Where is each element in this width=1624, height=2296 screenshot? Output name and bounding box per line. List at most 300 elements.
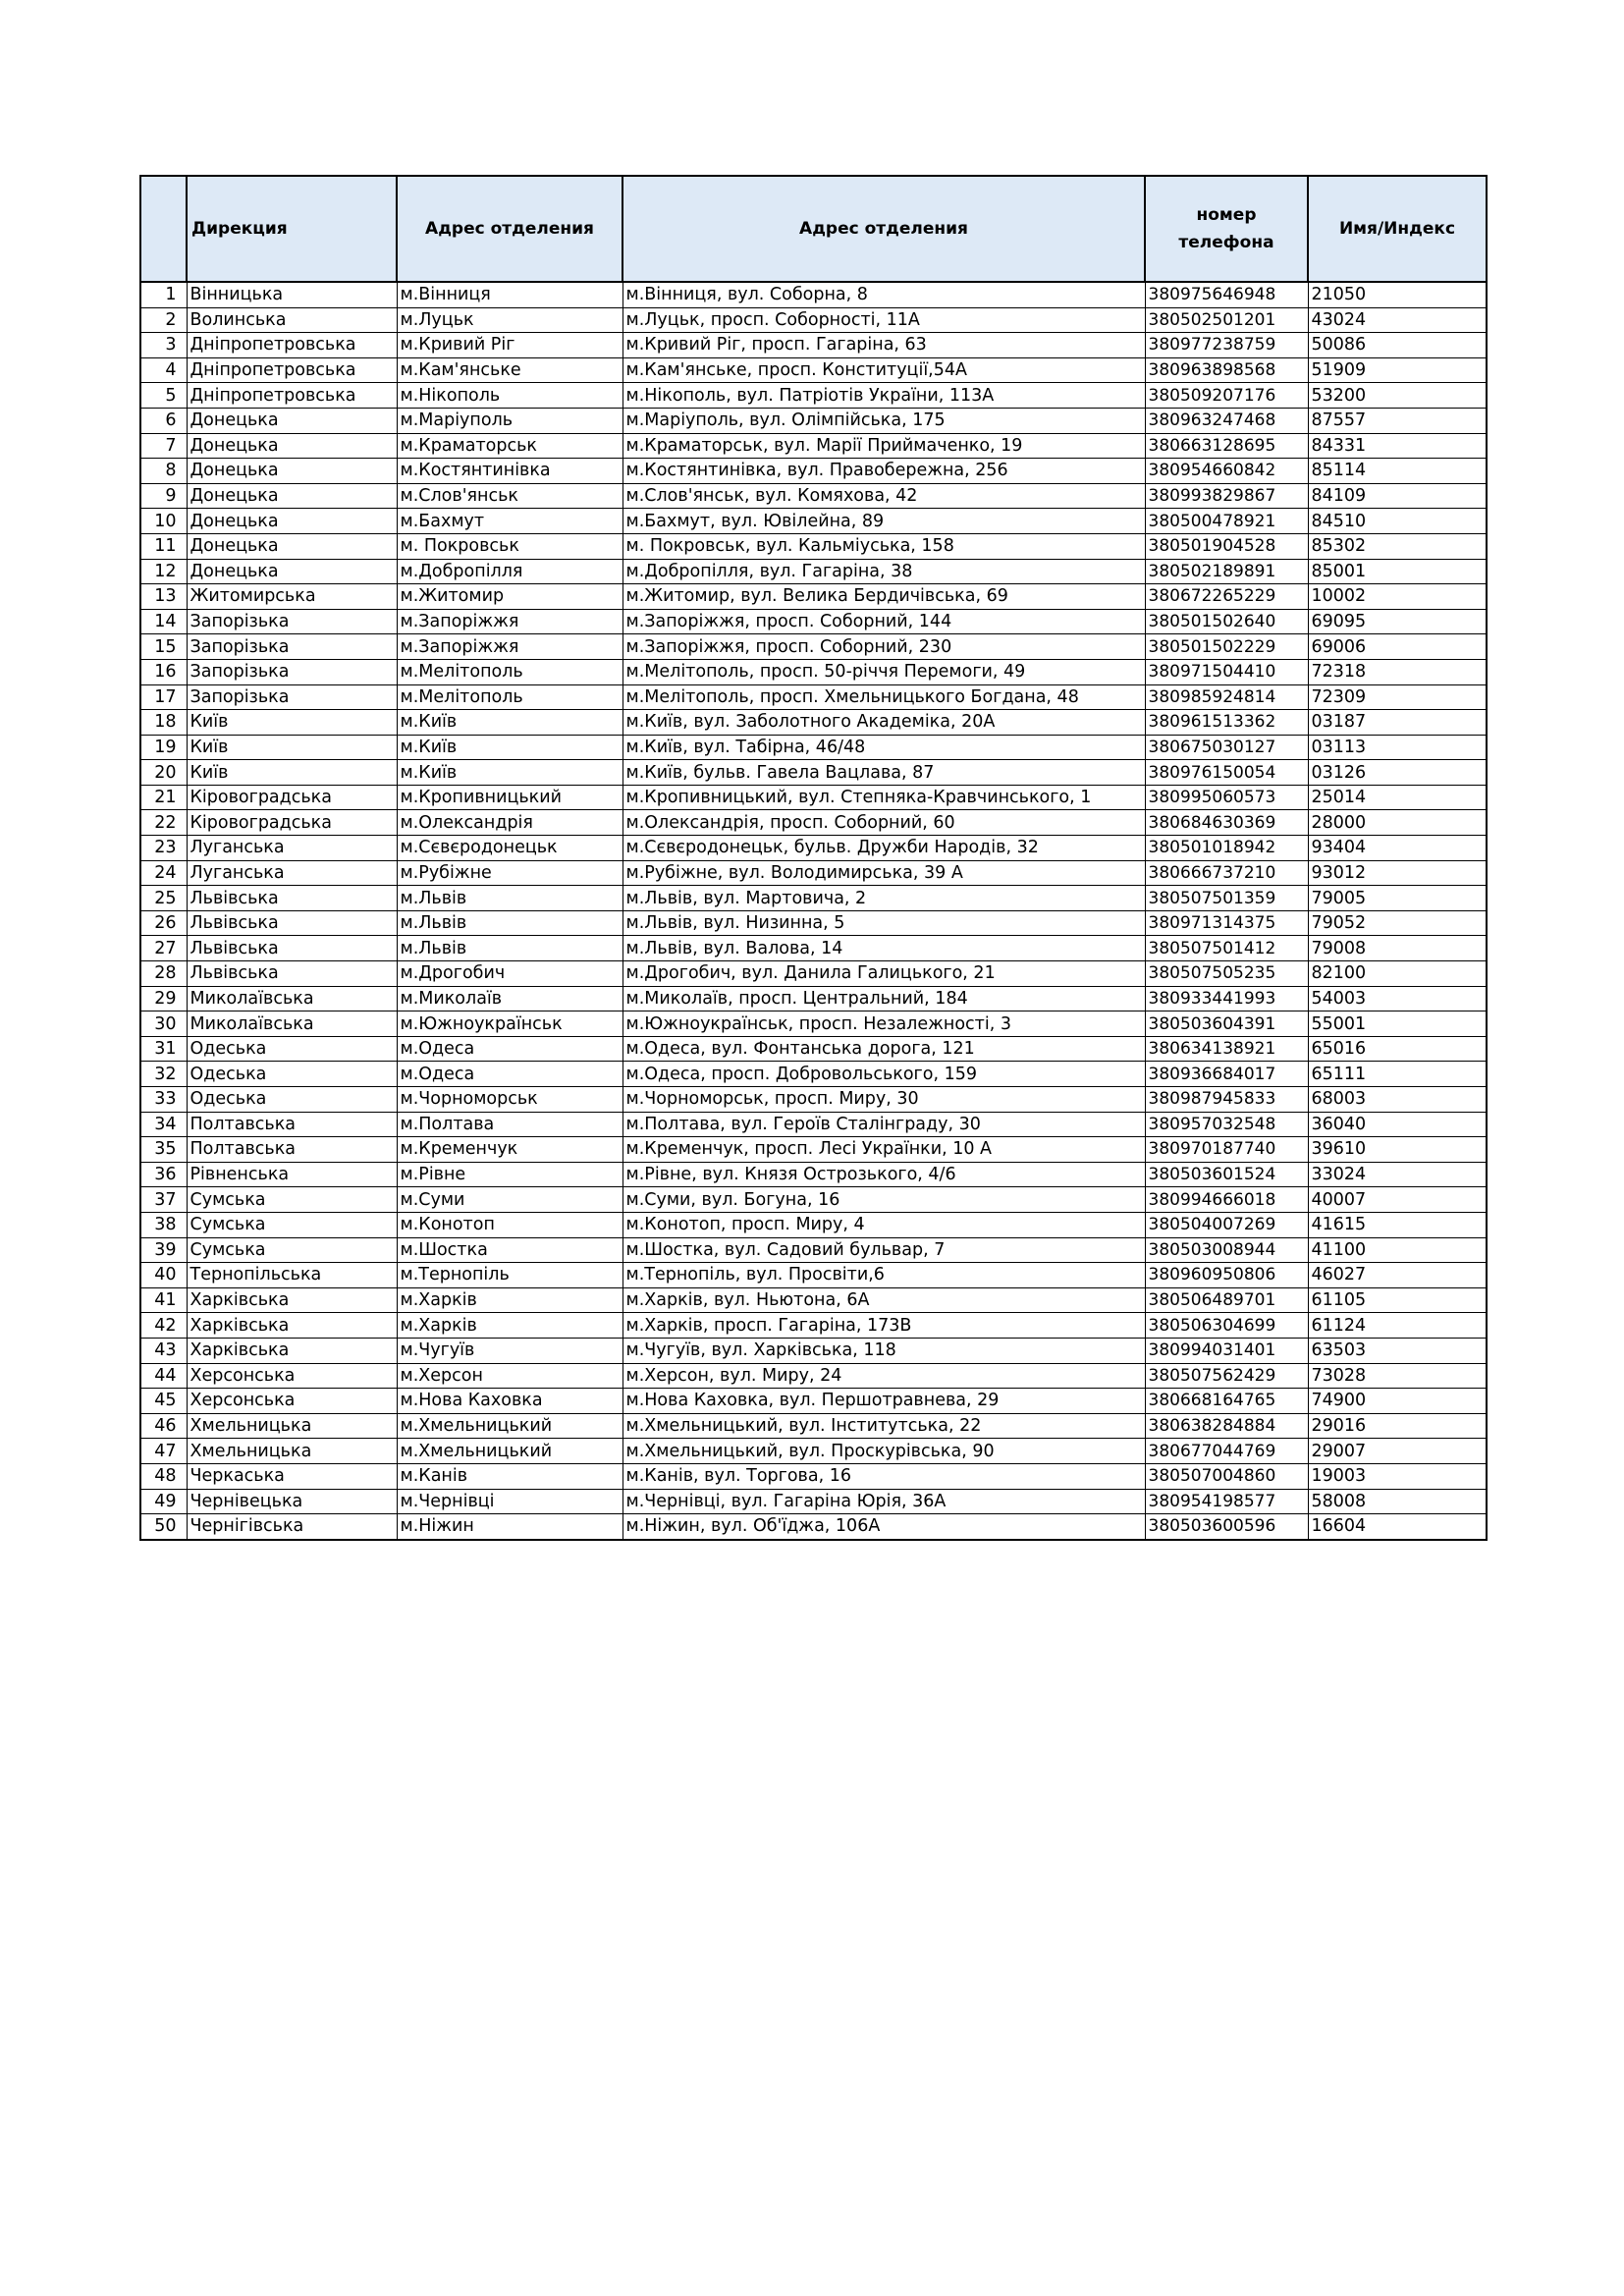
row-city: м.Олександрія [397, 810, 623, 836]
row-direction: Луганська [187, 860, 397, 886]
table-row [140, 1062, 1487, 1087]
row-number: 22 [140, 810, 187, 836]
row-direction: Херсонська [187, 1363, 397, 1389]
row-address: м.Тернопіль, вул. Просвіти,6 [623, 1263, 1145, 1288]
table-row [140, 1363, 1487, 1389]
row-city: м.Нікополь [397, 383, 623, 409]
row-direction: Сумська [187, 1212, 397, 1237]
row-address: м.Дрогобич, вул. Данила Галицького, 21 [623, 961, 1145, 987]
row-address: м.Конотоп, просп. Миру, 4 [623, 1212, 1145, 1237]
row-direction: Львівська [187, 936, 397, 961]
row-index: 73028 [1308, 1363, 1487, 1389]
row-phone: 380504007269 [1145, 1212, 1308, 1237]
row-address: м.Шостка, вул. Садовий бульвар, 7 [623, 1237, 1145, 1263]
row-index: 63503 [1308, 1338, 1487, 1363]
row-phone: 380501502640 [1145, 609, 1308, 634]
table-row [140, 986, 1487, 1011]
row-direction: Одеська [187, 1062, 397, 1087]
row-direction: Донецька [187, 459, 397, 484]
row-city: м.Краматорськ [397, 433, 623, 459]
row-number: 25 [140, 886, 187, 911]
row-address: м.Рубіжне, вул. Володимирська, 39 А [623, 860, 1145, 886]
row-direction: Сумська [187, 1187, 397, 1213]
table-row [140, 509, 1487, 534]
row-address: м.Київ, вул. Заболотного Академіка, 20А [623, 710, 1145, 736]
row-direction: Донецька [187, 509, 397, 534]
row-phone: 380666737210 [1145, 860, 1308, 886]
row-direction: Миколаївська [187, 1011, 397, 1037]
row-number: 7 [140, 433, 187, 459]
row-number: 38 [140, 1212, 187, 1237]
table-row [140, 1338, 1487, 1363]
row-address: м.Чорноморськ, просп. Миру, 30 [623, 1087, 1145, 1113]
row-phone: 380506489701 [1145, 1287, 1308, 1313]
row-number: 46 [140, 1413, 187, 1439]
row-number: 18 [140, 710, 187, 736]
row-address: м. Покровськ, вул. Кальміуська, 158 [623, 533, 1145, 559]
row-direction: Житомирська [187, 584, 397, 610]
row-phone: 380503604391 [1145, 1011, 1308, 1037]
row-phone: 380994666018 [1145, 1187, 1308, 1213]
row-index: 79005 [1308, 886, 1487, 911]
row-direction: Львівська [187, 886, 397, 911]
row-address: м.Кам'янське, просп. Конституції,54А [623, 357, 1145, 383]
row-direction: Запорізька [187, 684, 397, 710]
row-city: м.Запоріжжя [397, 609, 623, 634]
row-city: м.Київ [397, 710, 623, 736]
table-row [140, 836, 1487, 861]
row-number: 3 [140, 333, 187, 358]
row-city: м.Луцьк [397, 307, 623, 333]
table-body [140, 282, 1487, 1540]
row-phone: 380995060573 [1145, 785, 1308, 810]
row-phone: 380954198577 [1145, 1489, 1308, 1514]
row-index: 54003 [1308, 986, 1487, 1011]
table-row [140, 936, 1487, 961]
row-city: м.Рубіжне [397, 860, 623, 886]
row-phone: 380502501201 [1145, 307, 1308, 333]
row-number: 44 [140, 1363, 187, 1389]
row-phone: 380672265229 [1145, 584, 1308, 610]
row-phone: 380663128695 [1145, 433, 1308, 459]
row-number: 48 [140, 1463, 187, 1489]
row-number: 36 [140, 1162, 187, 1187]
row-address: м.Запоріжжя, просп. Соборний, 230 [623, 634, 1145, 660]
row-direction: Хмельницька [187, 1439, 397, 1464]
table-row [140, 1463, 1487, 1489]
row-address: м.Запоріжжя, просп. Соборний, 144 [623, 609, 1145, 634]
row-address: м.Вінниця, вул. Соборна, 8 [623, 282, 1145, 307]
row-direction: Одеська [187, 1036, 397, 1062]
row-index: 79008 [1308, 936, 1487, 961]
row-number: 50 [140, 1514, 187, 1540]
row-direction: Сумська [187, 1237, 397, 1263]
table-row [140, 1489, 1487, 1514]
table-row [140, 1439, 1487, 1464]
row-index: 85302 [1308, 533, 1487, 559]
row-direction: Херсонська [187, 1389, 397, 1414]
row-number: 39 [140, 1237, 187, 1263]
row-address: м.Ніжин, вул. Об'їджа, 106А [623, 1514, 1145, 1540]
row-number: 30 [140, 1011, 187, 1037]
row-city: м.Харків [397, 1313, 623, 1339]
row-number: 26 [140, 910, 187, 936]
row-city: м.Мелітополь [397, 659, 623, 684]
row-index: 46027 [1308, 1263, 1487, 1288]
row-city: м.Конотоп [397, 1212, 623, 1237]
row-address: м.Рівне, вул. Князя Острозького, 4/6 [623, 1162, 1145, 1187]
row-index: 41100 [1308, 1237, 1487, 1263]
row-direction: Київ [187, 760, 397, 786]
row-address: м.Одеса, вул. Фонтанська дорога, 121 [623, 1036, 1145, 1062]
row-phone: 380501904528 [1145, 533, 1308, 559]
row-phone: 380985924814 [1145, 684, 1308, 710]
row-direction: Полтавська [187, 1112, 397, 1137]
row-index: 82100 [1308, 961, 1487, 987]
table-row [140, 1212, 1487, 1237]
row-address: м.Житомир, вул. Велика Бердичівська, 69 [623, 584, 1145, 610]
row-address: м.Миколаїв, просп. Центральний, 184 [623, 986, 1145, 1011]
row-city: м.Кам'янське [397, 357, 623, 383]
row-address: м.Чернівці, вул. Гагаріна Юрія, 36А [623, 1489, 1145, 1514]
row-index: 19003 [1308, 1463, 1487, 1489]
table-row [140, 333, 1487, 358]
row-address: м.Одеса, просп. Добровольського, 159 [623, 1062, 1145, 1087]
row-direction: Львівська [187, 961, 397, 987]
table-row [140, 533, 1487, 559]
row-index: 69095 [1308, 609, 1487, 634]
row-index: 68003 [1308, 1087, 1487, 1113]
row-address: м.Харків, вул. Ньютона, 6А [623, 1287, 1145, 1313]
row-address: м.Южноукраїнськ, просп. Незалежності, 3 [623, 1011, 1145, 1037]
row-index: 03126 [1308, 760, 1487, 786]
table-row [140, 1162, 1487, 1187]
row-city: м.Суми [397, 1187, 623, 1213]
header-direction: Дирекция [187, 176, 397, 282]
row-address: м.Київ, вул. Табірна, 46/48 [623, 735, 1145, 760]
row-phone: 380963247468 [1145, 408, 1308, 433]
row-index: 36040 [1308, 1112, 1487, 1137]
row-number: 34 [140, 1112, 187, 1137]
row-number: 23 [140, 836, 187, 861]
row-number: 43 [140, 1338, 187, 1363]
row-number: 1 [140, 282, 187, 307]
row-address: м.Добропілля, вул. Гагаріна, 38 [623, 559, 1145, 584]
table-row [140, 910, 1487, 936]
row-address: м.Нова Каховка, вул. Першотравнева, 29 [623, 1389, 1145, 1414]
row-phone: 380507004860 [1145, 1463, 1308, 1489]
row-city: м.Южноукраїнськ [397, 1011, 623, 1037]
row-index: 85001 [1308, 559, 1487, 584]
row-direction: Дніпропетровська [187, 383, 397, 409]
row-number: 17 [140, 684, 187, 710]
row-index: 16604 [1308, 1514, 1487, 1540]
row-number: 16 [140, 659, 187, 684]
row-city: м.Київ [397, 735, 623, 760]
row-city: м.Київ [397, 760, 623, 786]
row-index: 65016 [1308, 1036, 1487, 1062]
row-number: 35 [140, 1137, 187, 1163]
table-row [140, 383, 1487, 409]
row-number: 29 [140, 986, 187, 1011]
row-index: 93012 [1308, 860, 1487, 886]
row-address: м.Нікополь, вул. Патріотів України, 113А [623, 383, 1145, 409]
row-phone: 380976150054 [1145, 760, 1308, 786]
table-row [140, 735, 1487, 760]
row-direction: Запорізька [187, 609, 397, 634]
row-city: м.Чернівці [397, 1489, 623, 1514]
row-phone: 380971314375 [1145, 910, 1308, 936]
table-row [140, 282, 1487, 307]
row-address: м.Харків, просп. Гагаріна, 173В [623, 1313, 1145, 1339]
row-city: м.Канів [397, 1463, 623, 1489]
row-direction: Донецька [187, 483, 397, 509]
row-phone: 380638284884 [1145, 1413, 1308, 1439]
row-address: м.Слов'янськ, вул. Комяхова, 42 [623, 483, 1145, 509]
table-row [140, 1187, 1487, 1213]
row-index: 51909 [1308, 357, 1487, 383]
table-row [140, 1137, 1487, 1163]
row-city: м.Одеса [397, 1062, 623, 1087]
row-address: м.Бахмут, вул. Ювілейна, 89 [623, 509, 1145, 534]
row-direction: Запорізька [187, 634, 397, 660]
row-city: м.Харків [397, 1287, 623, 1313]
row-number: 20 [140, 760, 187, 786]
table-row [140, 459, 1487, 484]
row-phone: 380933441993 [1145, 986, 1308, 1011]
row-direction: Чернігівська [187, 1514, 397, 1540]
row-address: м.Хмельницький, вул. Проскурівська, 90 [623, 1439, 1145, 1464]
row-phone: 380675030127 [1145, 735, 1308, 760]
row-city: м. Покровськ [397, 533, 623, 559]
row-phone: 380500478921 [1145, 509, 1308, 534]
row-phone: 380936684017 [1145, 1062, 1308, 1087]
row-city: м.Чугуїв [397, 1338, 623, 1363]
header-phone: номер телефона [1145, 176, 1308, 282]
row-address: м.Львів, вул. Валова, 14 [623, 936, 1145, 961]
table-row [140, 1112, 1487, 1137]
row-direction: Рівненська [187, 1162, 397, 1187]
row-address: м.Львів, вул. Низинна, 5 [623, 910, 1145, 936]
row-city: м.Чорноморськ [397, 1087, 623, 1113]
row-phone: 380501018942 [1145, 836, 1308, 861]
table-row [140, 357, 1487, 383]
row-phone: 380507501412 [1145, 936, 1308, 961]
row-address: м.Хмельницький, вул. Інститутська, 22 [623, 1413, 1145, 1439]
row-index: 79052 [1308, 910, 1487, 936]
row-city: м.Львів [397, 886, 623, 911]
row-direction: Полтавська [187, 1137, 397, 1163]
table-row [140, 860, 1487, 886]
row-direction: Львівська [187, 910, 397, 936]
row-city: м.Дрогобич [397, 961, 623, 987]
row-index: 69006 [1308, 634, 1487, 660]
row-address: м.Кременчук, просп. Лесі Українки, 10 А [623, 1137, 1145, 1163]
table-row [140, 886, 1487, 911]
row-address: м.Чугуїв, вул. Харківська, 118 [623, 1338, 1145, 1363]
table-row [140, 1514, 1487, 1540]
row-phone: 380507501359 [1145, 886, 1308, 911]
row-address: м.Львів, вул. Мартовича, 2 [623, 886, 1145, 911]
table-row [140, 559, 1487, 584]
row-index: 39610 [1308, 1137, 1487, 1163]
row-city: м.Костянтинівка [397, 459, 623, 484]
table-row [140, 307, 1487, 333]
row-number: 15 [140, 634, 187, 660]
row-city: м.Кропивницький [397, 785, 623, 810]
row-phone: 380506304699 [1145, 1313, 1308, 1339]
table-row [140, 684, 1487, 710]
row-direction: Чернівецька [187, 1489, 397, 1514]
row-address: м.Кропивницький, вул. Степняка-Кравчинського, 1 [623, 785, 1145, 810]
row-number: 27 [140, 936, 187, 961]
table-row [140, 760, 1487, 786]
row-direction: Волинська [187, 307, 397, 333]
table-row [140, 810, 1487, 836]
row-address: м.Київ, бульв. Гавела Вацлава, 87 [623, 760, 1145, 786]
row-city: м.Хмельницький [397, 1413, 623, 1439]
row-city: м.Херсон [397, 1363, 623, 1389]
row-index: 85114 [1308, 459, 1487, 484]
row-phone: 380503600596 [1145, 1514, 1308, 1540]
row-index: 10002 [1308, 584, 1487, 610]
row-phone: 380502189891 [1145, 559, 1308, 584]
row-city: м.Вінниця [397, 282, 623, 307]
row-number: 37 [140, 1187, 187, 1213]
row-index: 33024 [1308, 1162, 1487, 1187]
row-address: м.Кривий Ріг, просп. Гагаріна, 63 [623, 333, 1145, 358]
row-direction: Миколаївська [187, 986, 397, 1011]
row-number: 2 [140, 307, 187, 333]
row-city: м.Одеса [397, 1036, 623, 1062]
row-address: м.Полтава, вул. Героїв Сталінграду, 30 [623, 1112, 1145, 1137]
row-number: 13 [140, 584, 187, 610]
row-phone: 380994031401 [1145, 1338, 1308, 1363]
row-phone: 380684630369 [1145, 810, 1308, 836]
row-number: 9 [140, 483, 187, 509]
table-row [140, 1389, 1487, 1414]
table-row [140, 483, 1487, 509]
row-index: 72318 [1308, 659, 1487, 684]
row-index: 74900 [1308, 1389, 1487, 1414]
row-index: 03187 [1308, 710, 1487, 736]
row-direction: Дніпропетровська [187, 333, 397, 358]
row-direction: Харківська [187, 1338, 397, 1363]
row-city: м.Запоріжжя [397, 634, 623, 660]
row-number: 6 [140, 408, 187, 433]
row-city: м.Рівне [397, 1162, 623, 1187]
row-index: 55001 [1308, 1011, 1487, 1037]
row-index: 84510 [1308, 509, 1487, 534]
row-city: м.Шостка [397, 1237, 623, 1263]
row-direction: Донецька [187, 533, 397, 559]
row-number: 14 [140, 609, 187, 634]
row-direction: Вінницька [187, 282, 397, 307]
row-direction: Київ [187, 735, 397, 760]
row-index: 58008 [1308, 1489, 1487, 1514]
row-index: 87557 [1308, 408, 1487, 433]
table-row [140, 634, 1487, 660]
row-direction: Одеська [187, 1087, 397, 1113]
row-city: м.Сєвєродонецьк [397, 836, 623, 861]
row-number: 11 [140, 533, 187, 559]
row-index: 65111 [1308, 1062, 1487, 1087]
row-index: 21050 [1308, 282, 1487, 307]
row-address: м.Мелітополь, просп. Хмельницького Богдана, 48 [623, 684, 1145, 710]
row-index: 72309 [1308, 684, 1487, 710]
row-address: м.Олександрія, просп. Соборний, 60 [623, 810, 1145, 836]
header-number [140, 176, 187, 282]
header-index: Имя/Индекс [1308, 176, 1487, 282]
row-address: м.Краматорськ, вул. Марії Приймаченко, 19 [623, 433, 1145, 459]
table-row [140, 1313, 1487, 1339]
row-number: 5 [140, 383, 187, 409]
row-index: 29007 [1308, 1439, 1487, 1464]
row-phone: 380954660842 [1145, 459, 1308, 484]
row-index: 84109 [1308, 483, 1487, 509]
row-number: 8 [140, 459, 187, 484]
row-city: м.Нова Каховка [397, 1389, 623, 1414]
row-index: 93404 [1308, 836, 1487, 861]
row-phone: 380634138921 [1145, 1036, 1308, 1062]
row-phone: 380957032548 [1145, 1112, 1308, 1137]
row-index: 40007 [1308, 1187, 1487, 1213]
row-phone: 380961513362 [1145, 710, 1308, 736]
table-row [140, 1237, 1487, 1263]
row-direction: Донецька [187, 408, 397, 433]
row-city: м.Слов'янськ [397, 483, 623, 509]
row-phone: 380960950806 [1145, 1263, 1308, 1288]
row-number: 12 [140, 559, 187, 584]
table-row [140, 710, 1487, 736]
table-row [140, 408, 1487, 433]
row-direction: Харківська [187, 1287, 397, 1313]
row-index: 03113 [1308, 735, 1487, 760]
row-index: 25014 [1308, 785, 1487, 810]
table-row [140, 584, 1487, 610]
row-address: м.Канів, вул. Торгова, 16 [623, 1463, 1145, 1489]
table-row [140, 1087, 1487, 1113]
row-index: 29016 [1308, 1413, 1487, 1439]
table-row [140, 1413, 1487, 1439]
row-index: 53200 [1308, 383, 1487, 409]
row-phone: 380503601524 [1145, 1162, 1308, 1187]
row-phone: 380507505235 [1145, 961, 1308, 987]
row-city: м.Хмельницький [397, 1439, 623, 1464]
row-number: 40 [140, 1263, 187, 1288]
row-direction: Хмельницька [187, 1413, 397, 1439]
table-row [140, 785, 1487, 810]
row-city: м.Маріуполь [397, 408, 623, 433]
table-row [140, 1263, 1487, 1288]
row-direction: Дніпропетровська [187, 357, 397, 383]
row-city: м.Добропілля [397, 559, 623, 584]
row-city: м.Миколаїв [397, 986, 623, 1011]
row-direction: Запорізька [187, 659, 397, 684]
row-index: 84331 [1308, 433, 1487, 459]
row-phone: 380668164765 [1145, 1389, 1308, 1414]
table-row [140, 659, 1487, 684]
table-row [140, 1011, 1487, 1037]
row-city: м.Львів [397, 910, 623, 936]
branches-table [139, 175, 1488, 1541]
row-city: м.Бахмут [397, 509, 623, 534]
row-phone: 380975646948 [1145, 282, 1308, 307]
row-phone: 380977238759 [1145, 333, 1308, 358]
header-city: Адрес отделения [397, 176, 623, 282]
row-address: м.Маріуполь, вул. Олімпійська, 175 [623, 408, 1145, 433]
row-city: м.Львів [397, 936, 623, 961]
